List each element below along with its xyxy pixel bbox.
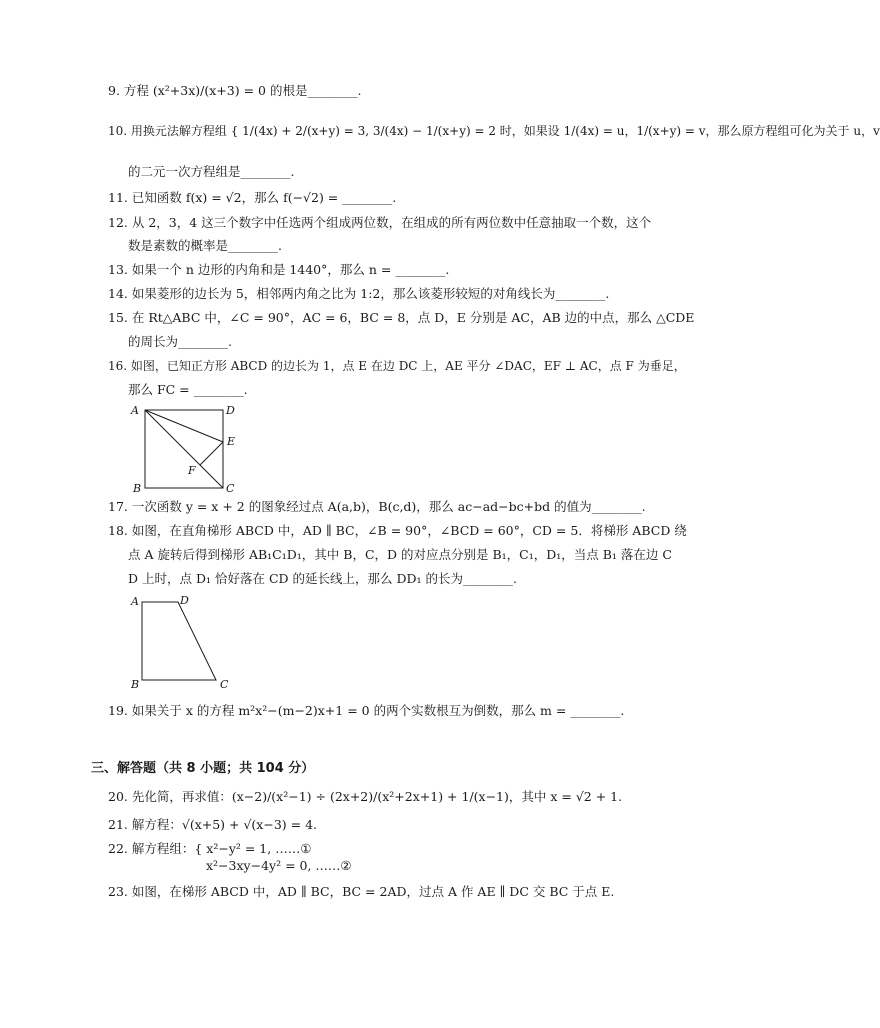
- problem-10-line-1: 10. 用换元法解方程组 { 1/(4x) + 2/(x+y) = 3, 3/(4x) − 1/(x+y) = 2 时，如果设 1/(4x) = u，1/(x+y) = v，那么原方程组可化为关于 u，v: [108, 124, 880, 138]
- problem-17: 17. 一次函数 y = x + 2 的图象经过点 A(a,b)，B(c,d)，那么 ac−ad−bc+bd 的值为________.: [108, 499, 646, 514]
- problem-20: 20. 先化简，再求值：(x−2)/(x²−1) ÷ (2x+2)/(x²+2x+1) + 1/(x−1)，其中 x = √2 + 1.: [108, 789, 623, 804]
- problem-9: 9. 方程 (x²+3x)/(x+3) = 0 的根是________.: [108, 83, 362, 98]
- fig16-label-D: D: [226, 404, 235, 417]
- fig16-label-C: C: [226, 482, 235, 495]
- fig16-label-B: B: [133, 482, 142, 495]
- problem-22-line-2: x²−3xy−4y² = 0, ……②: [206, 858, 352, 873]
- problem-18-line-2: 点 A 旋转后得到梯形 AB₁C₁D₁，其中 B，C，D 的对应点分别是 B₁，C₁，D₁，当点 B₁ 落在边 C: [128, 547, 672, 562]
- problem-10-line-2: 的二元一次方程组是________.: [128, 164, 295, 179]
- fig18-label-D: D: [180, 594, 189, 607]
- fig18-label-B: B: [131, 678, 140, 691]
- problem-21: 21. 解方程：√(x+5) + √(x−3) = 4.: [108, 817, 318, 832]
- problem-19: 19. 如果关于 x 的方程 m²x²−(m−2)x+1 = 0 的两个实数根互为倒数，那么 m = ________.: [108, 703, 625, 718]
- problem-16-line-1: 16. 如图，已知正方形 ABCD 的边长为 1，点 E 在边 DC 上，AE 平分 ∠DAC，EF ⊥ AC，点 F 为垂足，: [108, 359, 686, 373]
- problem-18-line-1: 18. 如图，在直角梯形 ABCD 中，AD ∥ BC，∠B = 90°，∠BCD = 60°，CD = 5．将梯形 ABCD 绕: [108, 523, 687, 538]
- fig18-label-C: C: [220, 678, 229, 691]
- fig16-label-E: E: [227, 435, 236, 448]
- problem-22-line-1: 22. 解方程组：{ x²−y² = 1, ……①: [108, 841, 312, 856]
- problem-12-line-2: 数是素数的概率是________.: [128, 238, 282, 253]
- problem-12-line-1: 12. 从 2，3，4 这三个数字中任选两个组成两位数，在组成的所有两位数中任意抽取一个数，这个: [108, 215, 652, 230]
- problem-23: 23. 如图，在梯形 ABCD 中，AD ∥ BC，BC = 2AD，过点 A 作 AE ∥ DC 交 BC 于点 E.: [108, 884, 615, 899]
- problem-11: 11. 已知函数 f(x) = √2，那么 f(−√2) = ________.: [108, 190, 397, 205]
- problem-18-line-3: D 上时，点 D₁ 恰好落在 CD 的延长线上，那么 DD₁ 的长为________.: [128, 571, 517, 586]
- problem-15-line-1: 15. 在 Rt△ABC 中，∠C = 90°，AC = 6，BC = 8，点 D，E 分别是 AC，AB 边的中点，那么 △CDE: [108, 310, 695, 325]
- fig16-label-A: A: [131, 404, 139, 417]
- fig16-label-F: F: [188, 464, 196, 477]
- section-title: 三、解答题（共 8 小题；共 104 分）: [91, 761, 315, 776]
- figure-16-square: [128, 402, 248, 494]
- figure-18-trapezoid: [128, 592, 248, 690]
- fig18-label-A: A: [131, 595, 139, 608]
- problem-14: 14. 如果菱形的边长为 5，相邻两内角之比为 1:2，那么该菱形较短的对角线长为________.: [108, 286, 610, 301]
- problem-16-line-2: 那么 FC = ________.: [128, 382, 248, 397]
- problem-13: 13. 如果一个 n 边形的内角和是 1440°，那么 n = ________.: [108, 262, 450, 277]
- problem-15-line-2: 的周长为________.: [128, 334, 232, 349]
